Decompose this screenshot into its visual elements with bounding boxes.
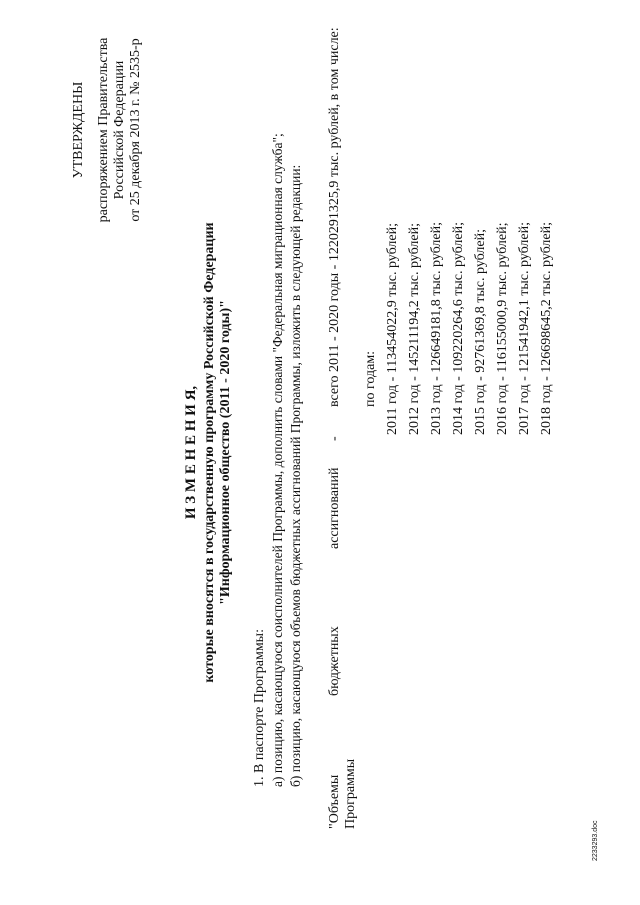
list-item: 2014 год - 109220264,6 тыс. рублей; (451, 221, 466, 435)
document-subtitle: которые вносятся в государственную программу Российской Федерации (202, 222, 217, 683)
list-item: 2018 год - 126698645,2 тыс. рублей; (539, 221, 554, 435)
approval-line: Российской Федерации (112, 60, 127, 200)
approval-line: распоряжением Правительства (96, 37, 111, 223)
table-label: ассигнований (327, 467, 342, 549)
table-label: "Объемы (327, 774, 342, 829)
approval-line: от 25 декабря 2013 г. № 2535-р (128, 38, 143, 222)
list-item: 2013 год - 126649181,8 тыс. рублей; (429, 221, 444, 435)
document-title: И З М Е Н Е Н И Я, (183, 385, 199, 520)
table-label: Программы (343, 758, 358, 829)
paragraph-item-b: б) позицию, касающуюся объемов бюджетных ассигнований Программы, изложить в следующей редакции: (288, 164, 303, 787)
total-allocations: всего 2011 - 2020 годы - 1220291325,9 тыс. рублей, в том числе: (327, 27, 342, 407)
table-label: бюджетных (327, 626, 342, 696)
list-item: 2015 год - 92761369,8 тыс. рублей; (473, 228, 488, 435)
paragraph-item-1: 1. В паспорте Программы: (252, 629, 267, 787)
by-years-label: по годам: (363, 350, 378, 407)
document-subtitle: "Информационное общество (2011 - 2020 годы)" (218, 300, 233, 605)
table-dash: - (327, 436, 342, 441)
list-item: 2016 год - 116155000,9 тыс. рублей; (495, 222, 510, 435)
list-item: 2017 год - 121541942,1 тыс. рублей; (517, 221, 532, 435)
document-number: 2233293.doc (592, 820, 599, 861)
list-item: 2012 год - 145211194,2 тыс. рублей; (407, 223, 422, 435)
paragraph-item-a: а) позицию, касающуюся соисполнителей Программы, дополнить словами "Федеральная миграционная служба"; (270, 133, 285, 787)
list-item: 2011 год - 113454022,9 тыс. рублей; (385, 223, 400, 435)
approval-title: УТВЕРЖДЕНЫ (71, 81, 86, 179)
approval-block (72, 10, 145, 250)
